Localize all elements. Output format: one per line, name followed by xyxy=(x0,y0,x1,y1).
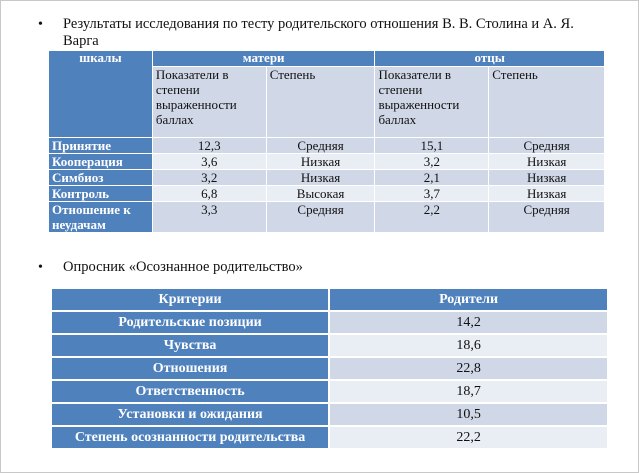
criterion-label: Установки и ожидания xyxy=(51,403,329,426)
mothers-level: Низкая xyxy=(266,170,375,186)
parents-header: Родители xyxy=(329,288,608,311)
criteria-header: Критерии xyxy=(51,288,329,311)
criterion-label: Родительские позиции xyxy=(51,311,329,334)
parents-value: 22,8 xyxy=(329,357,608,380)
fathers-score-header: Показатели в степени выраженности баллах xyxy=(375,67,489,138)
fathers-header: отцы xyxy=(375,51,605,67)
criterion-label: Отношения xyxy=(51,357,329,380)
bullet-marker: • xyxy=(38,260,43,275)
criterion-label: Степень осознанности родительства xyxy=(51,426,329,449)
fathers-score: 2,1 xyxy=(375,170,489,186)
table-row xyxy=(51,357,608,380)
table-row xyxy=(51,380,608,403)
criterion-label: Ответственность xyxy=(51,380,329,403)
mothers-score: 6,8 xyxy=(152,186,266,202)
bullet-questionnaire xyxy=(38,259,608,279)
scale-label: Принятие xyxy=(49,138,153,154)
mothers-level: Средняя xyxy=(266,138,375,154)
fathers-level-header: Степень xyxy=(489,67,605,138)
fathers-score: 2,2 xyxy=(375,202,489,233)
parents-value: 18,6 xyxy=(329,334,608,357)
fathers-score: 15,1 xyxy=(375,138,489,154)
parents-value: 22,2 xyxy=(329,426,608,449)
fathers-level: Низкая xyxy=(489,186,605,202)
scales-header: шкалы xyxy=(49,51,153,138)
table-row xyxy=(51,311,608,334)
fathers-score: 3,7 xyxy=(375,186,489,202)
bullet-text: Результаты исследования по тесту родительского отношения В. В. Столина и А. Я. Варга xyxy=(63,16,574,49)
table-row xyxy=(49,202,605,233)
mothers-score: 3,3 xyxy=(152,202,266,233)
fathers-level: Низкая xyxy=(489,170,605,186)
bullet-study-results xyxy=(38,16,608,52)
fathers-score: 3,2 xyxy=(375,154,489,170)
mothers-level: Высокая xyxy=(266,186,375,202)
fathers-level: Средняя xyxy=(489,138,605,154)
mothers-level-header: Степень xyxy=(266,67,375,138)
mothers-score: 3,6 xyxy=(152,154,266,170)
parents-value: 10,5 xyxy=(329,403,608,426)
table-row xyxy=(49,138,605,154)
parents-value: 18,7 xyxy=(329,380,608,403)
mothers-level: Средняя xyxy=(266,202,375,233)
criterion-label: Чувства xyxy=(51,334,329,357)
mothers-score-header: Показатели в степени выраженности баллах xyxy=(152,67,266,138)
scale-label: Кооперация xyxy=(49,154,153,170)
mothers-header: матери xyxy=(152,51,375,67)
fathers-level: Низкая xyxy=(489,154,605,170)
bullet-marker: • xyxy=(38,17,43,32)
mothers-score: 3,2 xyxy=(152,170,266,186)
fathers-level: Средняя xyxy=(489,202,605,233)
table-row xyxy=(49,154,605,170)
scale-label: Контроль xyxy=(49,186,153,202)
mothers-score: 12,3 xyxy=(152,138,266,154)
scale-label: Симбиоз xyxy=(49,170,153,186)
table-row xyxy=(51,426,608,449)
table-row xyxy=(51,334,608,357)
parents-value: 14,2 xyxy=(329,311,608,334)
table-row xyxy=(49,186,605,202)
scale-label: Отношение к неудачам xyxy=(49,202,153,233)
parental-attitude-table xyxy=(48,50,605,233)
mothers-level: Низкая xyxy=(266,154,375,170)
conscious-parenting-table xyxy=(50,287,609,450)
table-row xyxy=(49,170,605,186)
bullet-text: Опросник «Осознанное родительство» xyxy=(63,259,303,275)
table-row xyxy=(51,403,608,426)
